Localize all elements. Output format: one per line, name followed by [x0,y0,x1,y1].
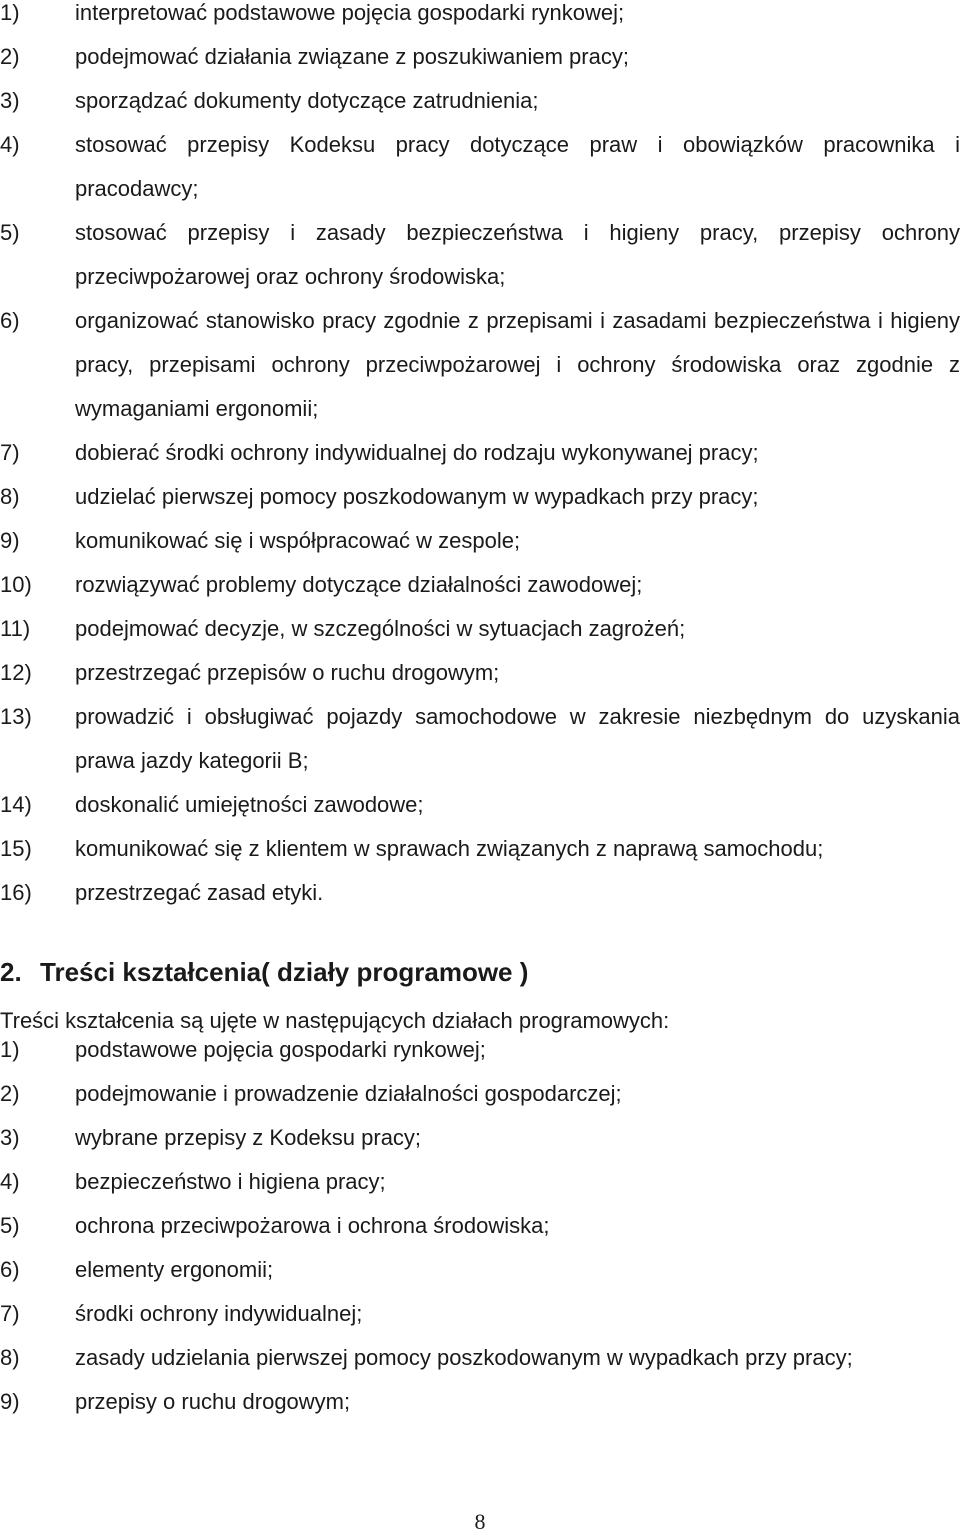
list-item [0,123,960,211]
list-item [0,79,960,123]
item-text: udzielać pierwszej pomocy poszkodowanym w wypadkach przy pracy; [75,484,759,509]
list-item [0,0,960,35]
list-item [0,607,960,651]
section-intro: Treści kształcenia są ujęte w następujących działach programowych: [0,1008,670,1033]
section-number: 2. [0,957,22,987]
item-number: 4) [0,1169,20,1194]
list-item [0,1204,960,1248]
section-title: Treści kształcenia( działy programowe ) [40,957,529,987]
item-text: bezpieczeństwo i higiena pracy; [75,1169,386,1194]
item-number: 9) [0,1389,20,1414]
item-text: podstawowe pojęcia gospodarki rynkowej; [75,1037,486,1062]
item-number: 10) [0,572,32,597]
item-text: przestrzegać zasad etyki. [75,880,324,905]
item-number: 7) [0,440,20,465]
list-item [0,35,960,79]
item-text: stosować przepisy Kodeksu pracy dotyczące praw i obowiązków pracownika i pracodawcy; [75,132,960,201]
item-number: 9) [0,528,20,553]
list-item [0,1380,960,1424]
item-text: doskonalić umiejętności zawodowe; [75,792,424,817]
item-text: prowadzić i obsługiwać pojazdy samochodowe w zakresie niezbędnym do uzyskania prawa jazdy kategorii B; [75,704,960,773]
list-item [0,1028,960,1072]
list-item [0,1116,960,1160]
item-text: wybrane przepisy z Kodeksu pracy; [75,1125,422,1150]
item-text: rozwiązywać problemy dotyczące działalności zawodowej; [75,572,643,597]
item-number: 8) [0,1345,20,1370]
item-text: zasady udzielania pierwszej pomocy poszkodowanym w wypadkach przy pracy; [75,1345,853,1370]
item-number: 11) [0,616,31,641]
list-item [0,211,960,299]
item-text: środki ochrony indywidualnej; [75,1301,363,1326]
item-number: 4) [0,132,20,157]
item-text: przepisy o ruchu drogowym; [75,1389,351,1414]
item-number: 7) [0,1301,20,1326]
item-number: 15) [0,836,32,861]
list-item [0,871,960,915]
item-text: interpretować podstawowe pojęcia gospodarki rynkowej; [75,0,625,25]
page-number: 8 [474,1509,486,1534]
list-item [0,695,960,783]
item-text: sporządzać dokumenty dotyczące zatrudnienia; [75,88,539,113]
list-item [0,651,960,695]
item-number: 14) [0,792,32,817]
item-number: 5) [0,1213,20,1238]
section-heading [0,952,528,992]
list-item [0,1072,960,1116]
item-text: podejmować działania związane z poszukiwaniem pracy; [75,44,629,69]
item-text: organizować stanowisko pracy zgodnie z przepisami i zasadami bezpieczeństwa i higieny pracy, przepisami ochrony przeciwpożarowej i ochrony środowiska oraz zgodnie z wymaganiami ergonomii; [75,308,960,421]
list-item [0,475,960,519]
item-text: ochrona przeciwpożarowa i ochrona środowiska; [75,1213,550,1238]
list-item [0,1292,960,1336]
item-text: przestrzegać przepisów o ruchu drogowym; [75,660,500,685]
list-item [0,519,960,563]
item-number: 6) [0,1257,20,1282]
item-number: 3) [0,88,20,113]
item-text: podejmowanie i prowadzenie działalności gospodarczej; [75,1081,622,1106]
item-number: 12) [0,660,32,685]
item-number: 8) [0,484,20,509]
item-number: 1) [0,1037,20,1062]
list-item [0,563,960,607]
item-text: stosować przepisy i zasady bezpieczeństwa i higieny pracy, przepisy ochrony przeciwpożarowej oraz ochrony środowiska; [75,220,960,289]
item-number: 16) [0,880,32,905]
item-number: 1) [0,0,20,25]
item-text: komunikować się z klientem w sprawach związanych z naprawą samochodu; [75,836,824,861]
list-item [0,827,960,871]
item-number: 2) [0,44,20,69]
program-sections-list [0,1028,960,1424]
item-number: 6) [0,308,20,333]
item-number: 13) [0,704,32,729]
item-text: dobierać środki ochrony indywidualnej do rodzaju wykonywanej pracy; [75,440,759,465]
list-item [0,1336,960,1380]
item-number: 3) [0,1125,20,1150]
list-item [0,1248,960,1292]
list-item [0,783,960,827]
item-text: elementy ergonomii; [75,1257,274,1282]
list-item [0,431,960,475]
item-number: 2) [0,1081,20,1106]
list-item [0,299,960,431]
item-text: komunikować się i współpracować w zespole; [75,528,521,553]
item-number: 5) [0,220,20,245]
item-text: podejmować decyzje, w szczególności w sytuacjach zagrożeń; [75,616,686,641]
list-item [0,1160,960,1204]
